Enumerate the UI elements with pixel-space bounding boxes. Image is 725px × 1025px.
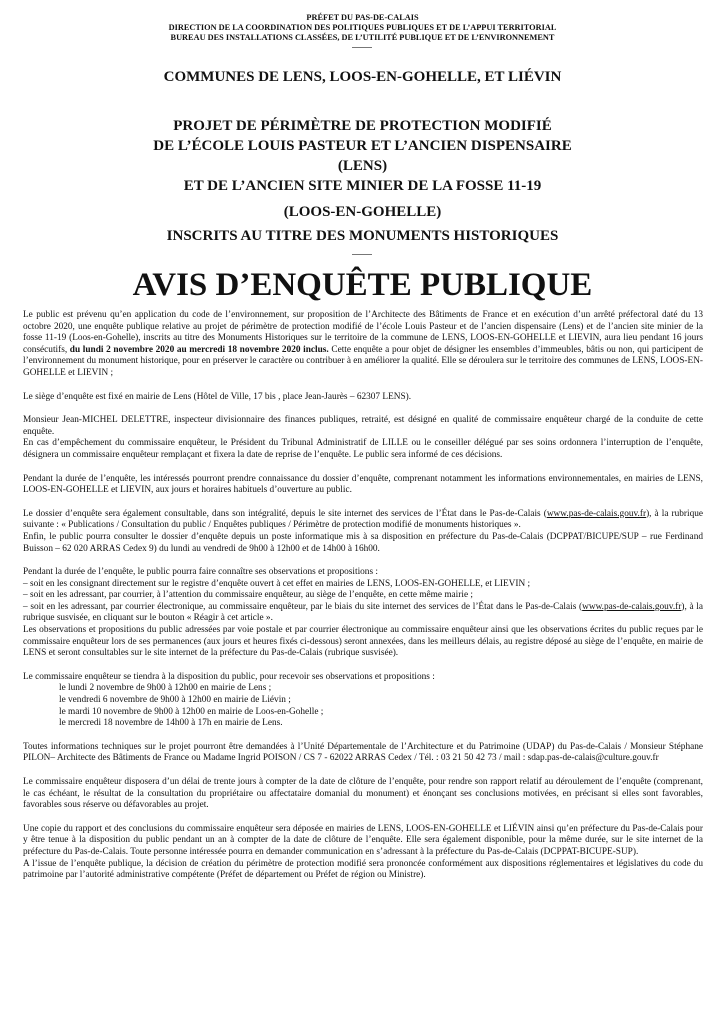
project-title-line: ET DE L’ANCIEN SITE MINIER DE LA FOSSE 11-19 bbox=[183, 178, 542, 194]
text: ), à la rubrique susvisée, en cliquant sur le bouton « Réagir à cet article ». bbox=[23, 601, 704, 624]
paragraph-copie bbox=[23, 824, 703, 882]
list-item bbox=[23, 602, 703, 625]
project-title-line: DE L’ÉCOLE LOUIS PASTEUR ET L’ANCIEN DISPENSAIRE bbox=[153, 138, 572, 154]
paragraph-intro bbox=[23, 310, 703, 380]
text: Une copie du rapport et des conclusions du commissaire enquêteur sera déposée en mairies de LENS, LOOS-EN-GOHELLE et LIÉVIN ainsi qu’en préfecture du Pas-de-Calais pour y être tenue à la disposition du public pendant un an à compter de la date de clôture de l’enquête. Elle sera également disponible, pour la même durée, sur le site internet de la préfecture du Pas-de-Calais. Toute personne intéressée pourra en demander communication en s’adressant à la préfecture du Pas-de-Calais (DCPPAT-BICUPE-SUP). bbox=[23, 823, 703, 857]
permanence-item: le lundi 2 novembre de 9h00 à 12h00 en mairie de Lens ; bbox=[59, 683, 272, 694]
text: Monsieur Jean-MICHEL DELETTRE, inspecteur divisionnaire des finances publiques, retraité, est désigné en qualité de commissaire enquêteur chargé de la conduite de cette enquête. bbox=[23, 415, 703, 437]
text: Les observations et propositions du public adressées par voie postale et par courrier électronique au commissaire enquêteur ainsi que les observations écrites du public reçues par le commissaire enquêteur lors de ses permanences (aux jours et heures fixés ci-dessous) seront annexées, dans les meilleurs délais, au registre déposé au siège de l’enquête, en mairie de LENS et seront consultables sur le site internet de la préfecture du Pas-de-Calais (rubrique susvisée). bbox=[23, 625, 703, 659]
paragraph-permanences bbox=[23, 672, 703, 730]
header-bureau: BUREAU DES INSTALLATIONS CLASSÉES, DE L’UTILITÉ PUBLIQUE ET DE L’ENVIRONNEMENT bbox=[170, 33, 555, 42]
text: Le public est prévenu qu’en application du code de l’environnement, sur proposition de l’Architecte des Bâtiments de France et en exécution d’un arrêté préfectoral daté du 13 octobre 2020, une enquête publique relative au projet de périmètre de protection modifié de l’école Louis Pasteur et de l’ancien dispensaire (Lens) et de l’ancien site minier de la fosse 11-19 (Loos-en-Gohelle), inscrits au titre des Monuments Historiques sur le territoire de la commune de LENS, LOOS-EN-GOHELLE et LIEVIN, aura lieu pendant 16 jours consécutifs, bbox=[23, 310, 703, 355]
divider bbox=[352, 254, 372, 255]
notice-body bbox=[23, 310, 703, 882]
list-item: – soit en les adressant, par courrier, à l’attention du commissaire enquêteur, au siège de l’enquête, en cette même mairie ; bbox=[23, 590, 473, 601]
text: – soit en les adressant, par courrier électronique, au commissaire enquêteur, par le biais du site internet des services de l’État dans le Pas-de-Calais ( bbox=[23, 601, 583, 612]
text: Pendant la durée de l’enquête, le public pourra faire connaître ses observations et propositions : bbox=[23, 567, 378, 578]
permanence-item: le mardi 10 novembre de 9h00 à 12h00 en mairie de Loos-en-Gohelle ; bbox=[59, 706, 324, 717]
communes-title: COMMUNES DE LENS, LOOS-EN-GOHELLE, ET LIÉVIN bbox=[163, 69, 562, 85]
paragraph-commissaire bbox=[23, 415, 703, 461]
header-prefecture: PRÉFET DU PAS-DE-CALAIS bbox=[306, 13, 419, 22]
paragraph-consultation: Pendant la durée de l’enquête, les intéressés pourront prendre connaissance du dossier d’enquête, comprenant notamment les informations environnementales, en mairies de LENS, LOOS-EN-GOHELLE et LIEVIN, aux jours et horaires habituels d’ouverture au public. bbox=[23, 473, 703, 496]
text: Le dossier d’enquête sera également consultable, dans son intégralité, depuis le site internet des services de l’État dans le Pas-de-Calais ( bbox=[23, 508, 547, 519]
permanence-item: le vendredi 6 novembre de 9h00 à 12h00 en mairie de Liévin ; bbox=[59, 695, 291, 706]
dates-bold: du lundi 2 novembre 2020 au mercredi 18 novembre 2020 inclus. bbox=[69, 344, 329, 355]
paragraph-informations bbox=[23, 742, 703, 765]
prefecture-link[interactable]: www.pas-de-calais.gouv.fr bbox=[546, 508, 647, 519]
paragraph-siege: Le siège d’enquête est fixé en mairie de Lens (Hôtel de Ville, 17 bis , place Jean-Jaurès – 62307 LENS). bbox=[23, 391, 412, 402]
text: Toutes informations techniques sur le projet pourront être demandées à l’Unité Départementale de l’Architecture et du Patrimoine (UDAP) du Pas-de-Calais / Monsieur Stéphane PILON– Architecte des Bâtiments de France ou Madame Ingrid POISON / CS 7 - 62022 ARRAS Cedex / Tél. : 03 21 50 42 73 / mail : bbox=[23, 741, 703, 764]
project-title-line: (LENS) bbox=[337, 158, 388, 174]
paragraph-dossier bbox=[23, 509, 703, 555]
header-direction: DIRECTION DE LA COORDINATION DES POLITIQUES PUBLIQUES ET DE L’APPUI TERRITORIAL bbox=[168, 23, 557, 32]
text: Cette enquête a pour objet de désigner les ensembles d’immeubles, bâtis ou non, qui participent de l’environnement du monument historique, pour en préserver le caractère ou contribuer à en améliorer la qualité. Elle se déroulera sur le territoire des communes de LENS, LOOS-EN-GOHELLE et LIEVIN ; bbox=[23, 344, 703, 378]
text: En cas d’empêchement du commissaire enquêteur, le Président du Tribunal Administratif de LILLE ou le conseiller délégué par ses soins ordonnera l’interruption de l’enquête, désignera un commissaire enquêteur remplaçant et fixera la date de reprise de l’enquête. Le public sera informé de ces décisions. bbox=[23, 438, 703, 460]
prefecture-link[interactable]: www.pas-de-calais.gouv.fr bbox=[582, 601, 682, 612]
email-link[interactable]: sdap.pas-de-calais@culture.gouv.fr bbox=[527, 753, 659, 764]
paragraph-rapport: Le commissaire enquêteur disposera d’un délai de trente jours à compter de la date de clôture de l’enquête, pour rendre son rapport relatif au déroulement de l’enquête (comprenant, le cas échéant, le résultat de la consultation du propriétaire ou affectataire domanial du monument) et énonçant ses conclusions motivées, en précisant si elles sont favorables, favorables sous réserve ou défavorables au projet. bbox=[23, 777, 703, 811]
text: ), à la rubrique suivante : « Publications / Consultation du public / Enquêtes publiques / Périmètre de protection modifié de monuments historiques ». bbox=[23, 508, 703, 531]
divider bbox=[352, 47, 372, 48]
list-item: – soit en les consignant directement sur le registre d’enquête ouvert à cet effet en mairies de LENS, LOOS-EN-GOHELLE, et LIEVIN ; bbox=[23, 578, 531, 589]
paragraph-observations bbox=[23, 567, 703, 660]
avis-title: AVIS D’ENQUÊTE PUBLIQUE bbox=[132, 267, 593, 303]
permanence-item: le mercredi 18 novembre de 14h00 à 17h en mairie de Lens. bbox=[59, 718, 283, 729]
text: A l’issue de l’enquête publique, la décision de création du périmètre de protection modifié sera prononcée conformément aux dispositions réglementaires et législatives du code du patrimoine par l’autorité administrative compétente (Préfet de département ou Préfet de région ou Ministre). bbox=[23, 858, 703, 881]
project-title-line: (LOOS-EN-GOHELLE) bbox=[283, 204, 442, 220]
text: Enfin, le public pourra consulter le dossier d’enquête depuis un poste informatique mis à sa disposition en préfecture du Pas-de-Calais (DCPPAT/BICUPE/SUP – rue Ferdinand Buisson – 62 020 ARRAS Cedex 9) du lundi au vendredi de 9h00 à 12h00 et de 14h00 à 16h00. bbox=[23, 531, 703, 554]
text: Le commissaire enquêteur se tiendra à la disposition du public, pour recevoir ses observations et propositions : bbox=[23, 671, 435, 682]
project-title-line: PROJET DE PÉRIMÈTRE DE PROTECTION MODIFIÉ bbox=[173, 118, 552, 134]
project-title-line: INSCRITS AU TITRE DES MONUMENTS HISTORIQUES bbox=[166, 228, 559, 244]
